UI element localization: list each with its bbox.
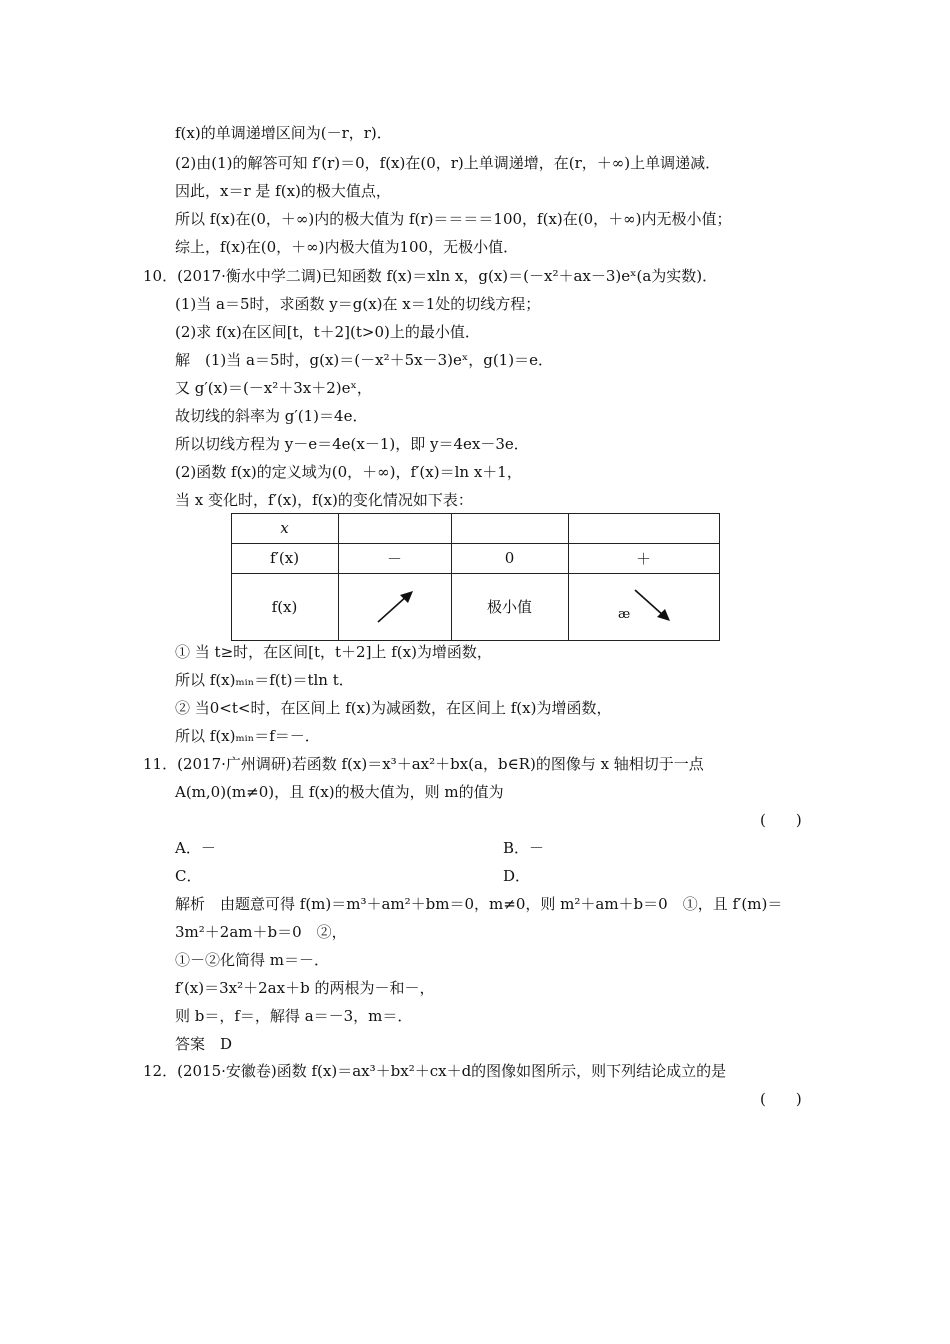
- text-line: 因此，x＝r 是 f(x)的极大值点，: [175, 182, 391, 200]
- table-cell-sign-positive: ＋: [635, 549, 651, 568]
- text-line: f(x)的单调递增区间为(－r，r)．: [175, 124, 392, 142]
- answer-bracket: ( ): [760, 811, 802, 829]
- table-cell-decreasing: [568, 573, 719, 640]
- solution-line: 故切线的斜率为 g′(1)＝4e．: [175, 407, 368, 425]
- question-12: 12．(2015·安徽卷)函数 f(x)＝ax³＋bx²＋cx＋d的图像如图所示，则下列结论成立的是: [143, 1062, 727, 1080]
- arrow-up-right-icon: [375, 589, 415, 625]
- case-line: 所以 f(x)ₘᵢₙ＝f＝－．: [175, 727, 320, 745]
- table-cell-zero: 0: [504, 549, 515, 567]
- option-c: C．: [175, 867, 202, 885]
- question-10: 10．(2017·衡水中学二调)已知函数 f(x)＝xln x，g(x)＝(－x²＋ax－3)eˣ(a为实数)．: [143, 267, 718, 285]
- question-11-cont: A(m,0)(m≠0)，且 f(x)的极大值为，则 m的值为: [175, 783, 504, 801]
- text-line: (2)由(1)的解答可知 f′(r)＝0，f(x)在(0，r)上单调递增，在(r，＋∞)上单调递减．: [175, 154, 721, 172]
- solution-line: 当 x 变化时，f′(x)，f(x)的变化情况如下表：: [175, 491, 473, 509]
- table-row-label-function: f(x): [271, 597, 298, 616]
- table-header-x: x: [280, 519, 289, 537]
- arrow-down-right-icon: [632, 587, 672, 623]
- analysis-line: f′(x)＝3x²＋2ax＋b 的两根为－和－，: [175, 979, 435, 997]
- table-cell-increasing: [338, 573, 451, 640]
- table-cell-sign-negative: －: [386, 549, 402, 568]
- option-d: D．: [503, 867, 531, 885]
- solution-line: (2)函数 f(x)的定义域为(0，＋∞)，f′(x)＝ln x＋1，: [175, 463, 522, 481]
- stray-glyph: æ: [618, 607, 631, 622]
- solution-line: 又 g′(x)＝(－x²＋3x＋2)eˣ，: [175, 379, 372, 397]
- table-cell-local-min: 极小值: [486, 598, 532, 616]
- text-line: 所以 f(x)在(0，＋∞)内的极大值为 f(r)＝＝＝＝100，f(x)在(0，＋∞)内无极小值；: [175, 210, 732, 228]
- question-10-part-1: (1)当 a＝5时，求函数 y＝g(x)在 x＝1处的切线方程；: [175, 295, 541, 313]
- answer-line: 答案 D: [175, 1035, 233, 1053]
- question-10-part-2: (2)求 f(x)在区间[t，t＋2](t>0)上的最小值．: [175, 323, 480, 341]
- variation-table: [231, 513, 719, 640]
- solution-line: 所以切线方程为 y－e＝4e(x－1)，即 y＝4ex－3e．: [175, 435, 529, 453]
- analysis-line: 3m²＋2am＋b＝0 ②，: [175, 923, 347, 941]
- question-11: 11．(2017·广州调研)若函数 f(x)＝x³＋ax²＋bx(a，b∈R)的图像与 x 轴相切于一点: [143, 755, 704, 773]
- text-line: 综上，f(x)在(0，＋∞)内极大值为100，无极小值．: [175, 238, 519, 256]
- analysis-line: ①－②化简得 m＝－．: [175, 951, 329, 969]
- analysis-line: 则 b＝，f＝，解得 a＝－3，m＝．: [175, 1007, 413, 1025]
- case-line: ① 当 t≥时，在区间[t，t＋2]上 f(x)为增函数，: [175, 643, 492, 661]
- option-b: B．－: [503, 839, 545, 857]
- answer-bracket: ( ): [760, 1090, 802, 1108]
- table-row-label-derivative: f′(x): [269, 549, 300, 567]
- option-a: A．－: [175, 839, 216, 857]
- solution-line: 解 (1)当 a＝5时，g(x)＝(－x²＋5x－3)eˣ，g(1)＝e．: [175, 351, 553, 369]
- case-line: 所以 f(x)ₘᵢₙ＝f(t)＝tln t．: [175, 671, 354, 689]
- case-line: ② 当0<t<时，在区间上 f(x)为减函数，在区间上 f(x)为增函数，: [175, 699, 612, 717]
- analysis-line: 解析 由题意可得 f(m)＝m³＋am²＋bm＝0，m≠0，则 m²＋am＋b＝0 ①，且 f′(m)＝: [175, 895, 783, 913]
